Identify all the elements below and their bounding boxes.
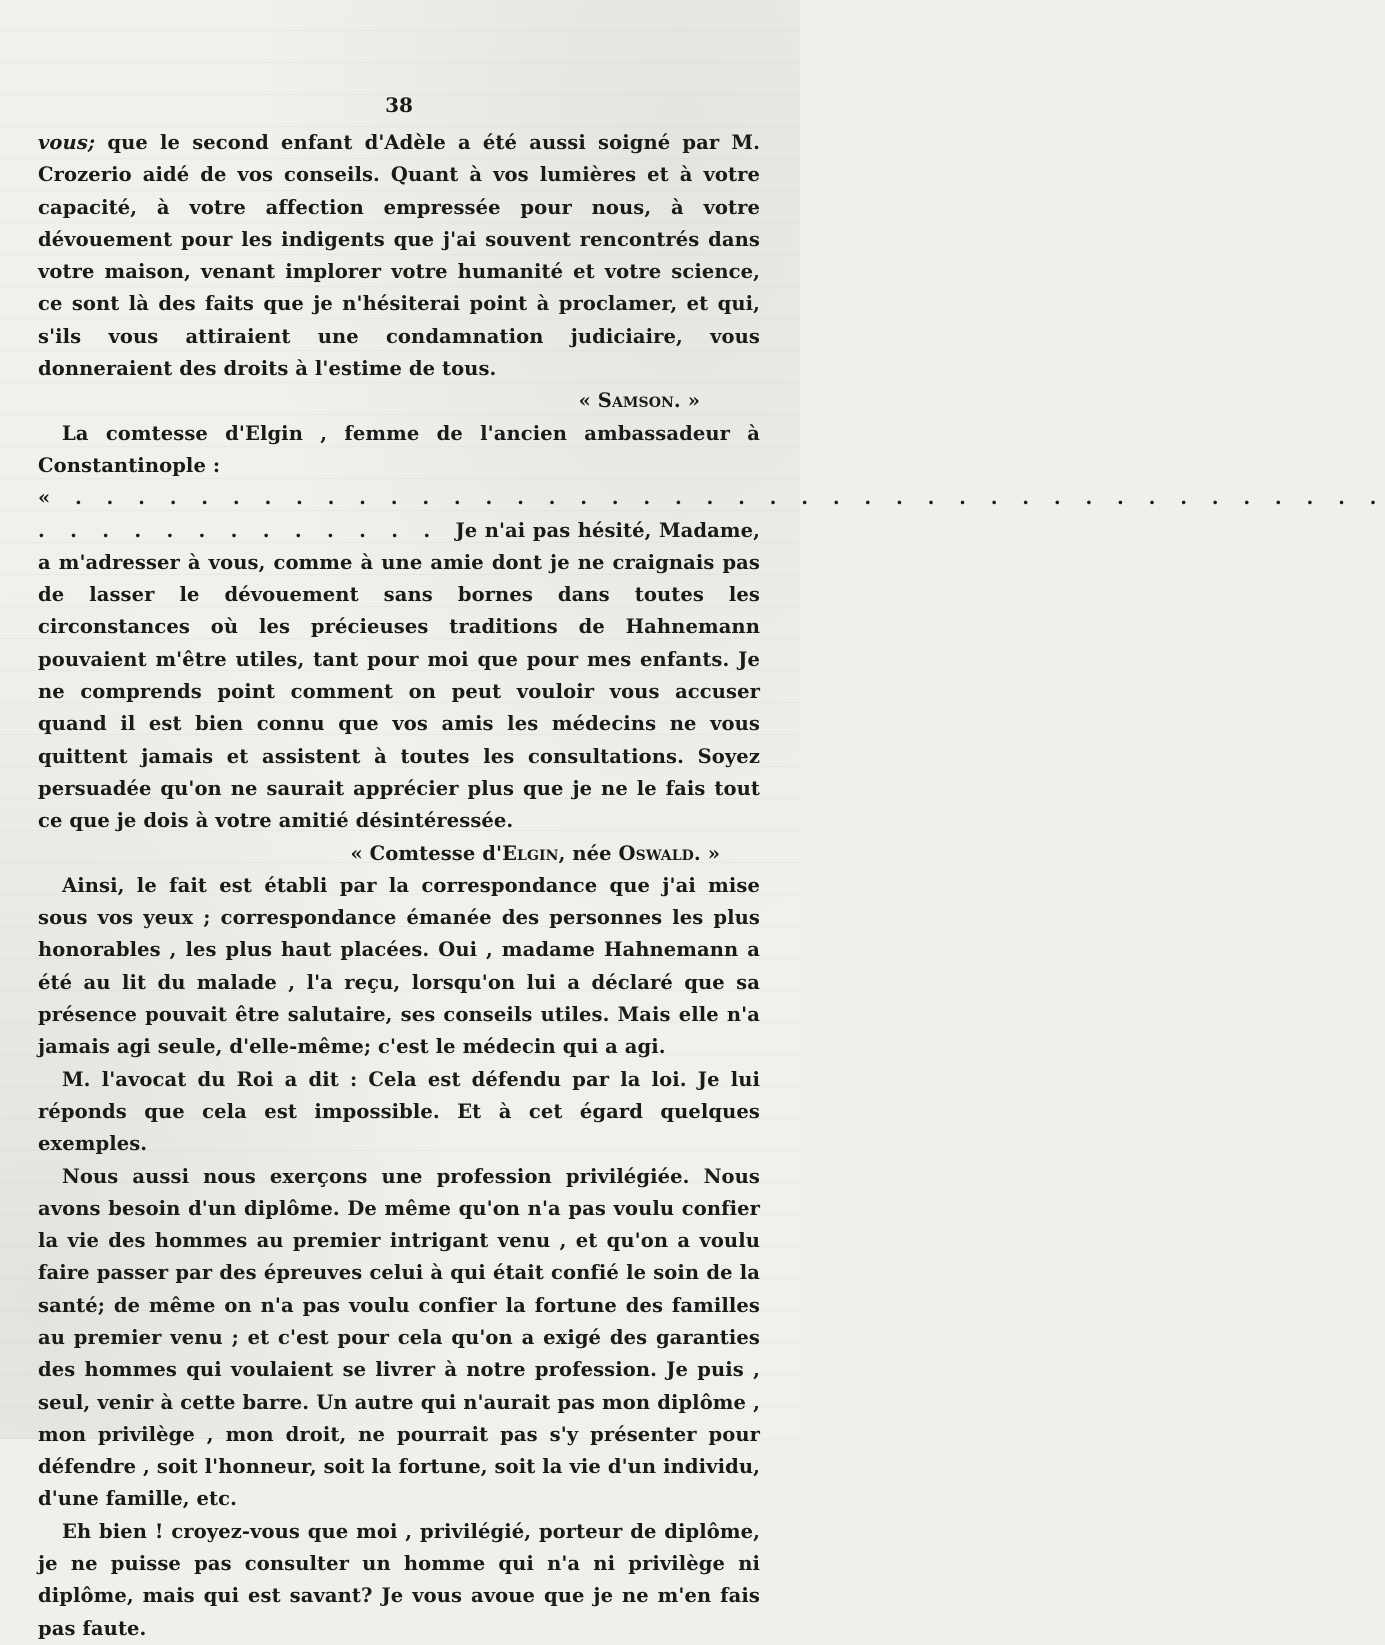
signature-name-elgin: Elgin	[502, 841, 559, 865]
paragraph-text: que le second enfant d'Adèle a été aussi soigné par M. Crozerio aidé de vos conseils. Quant à vos lumières et à votre capacité, à votre affection empressée pour nous, à votre dévouement pour les indigents que j'ai souvent rencontrés dans votre maison, venant implorer votre humanité et votre science, ce sont là des faits que je n'hésiterai point à proclamer, et qui, s'ils vous attiraient une condamnation judiciaire, vous donneraient des droits à l'estime de tous.	[38, 131, 760, 381]
paragraph-elgin-letter	[38, 515, 760, 838]
page-number: 38	[385, 93, 413, 117]
paragraph-profession: Nous aussi nous exerçons une profession privilégiée. Nous avons besoin d'un diplôme. De même qu'on n'a pas voulu confier la vie des hommes au premier intrigant venu , et qu'on a voulu faire passer par des épreuves celui à qui était confié le soin de la santé; de même on n'a pas voulu confier la fortune des familles au premier venu ; et c'est pour cela qu'on a exigé des garanties des hommes qui voulaient se livrer à notre profession. Je puis , seul, venir à cette barre. Un autre qui n'aurait pas mon diplôme , mon privilège , mon droit, ne pourrait pas s'y présenter pour défendre , soit l'honneur, soit la fortune, soit la vie d'un individu, d'une famille, etc.	[38, 1164, 760, 1511]
italic-word: vous;	[38, 131, 96, 154]
signature-close-quote: . »	[673, 389, 700, 413]
paragraph-ainsi: Ainsi, le fait est établi par la correspondance que j'ai mise sous vos yeux ; correspondance émanée des personnes les plus honorables , les plus haut placées. Oui , madame Hahnemann a été au lit du malade , l'a reçu, lorsqu'on lui a déclaré que sa présence pouvait être salutaire, ses conseils utiles. Mais elle n'a jamais agi seule, d'elle-même; c'est le médecin qui a agi.	[38, 873, 760, 1059]
signature-name: Samson	[597, 389, 674, 413]
page-body	[38, 127, 1385, 1645]
signature-samson	[38, 385, 760, 417]
signature-elgin	[38, 838, 760, 870]
paragraph-elgin-intro: La comtesse d'Elgin , femme de l'ancien ambassadeur à Constantinople :	[38, 421, 760, 477]
signature-prefix: « Comtesse d'	[350, 841, 503, 865]
paragraph-eh-bien: Eh bien ! croyez-vous que moi , privilégié, porteur de diplôme, je ne puisse pas consulter un homme qui n'a ni privilège ni diplôme, mais qui est savant? Je vous avoue que je ne m'en fais pas faute.	[38, 1519, 760, 1640]
ellipsis-inline: . . . . . . . . . . . . .	[38, 518, 456, 542]
signature-open-quote: «	[578, 389, 598, 413]
ellipsis-line: « . . . . . . . . . . . . . . . . . . . . . . . . . . . . . . . . . . . . . . . . . .	[38, 486, 1385, 510]
paragraph-samson-letter-end	[38, 127, 760, 385]
signature-name-oswald: Oswald	[618, 841, 694, 865]
signature-close-quote: . »	[693, 841, 720, 865]
signature-middle: , née	[558, 841, 619, 865]
paragraph-avocat-du-roi: M. l'avocat du Roi a dit : Cela est défendu par la loi. Je lui réponds que cela est impossible. Et à cet égard quelques exemples.	[38, 1067, 760, 1156]
paragraph-text: Je n'ai pas hésité, Madame, a m'adresser à vous, comme à une amie dont je ne craignais pas de lasser le dévouement sans bornes dans toutes les circonstances où les précieuses traditions de Hahnemann pouvaient m'être utiles, tant pour moi que pour mes enfants. Je ne comprends point comment on peut vouloir vous accuser quand il est bien connu que vos amis les médecins ne vous quittent jamais et assistent à toutes les consultations. Soyez persuadée qu'on ne saurait apprécier plus que je ne le fais tout ce que je dois à votre amitié désintéressée.	[38, 518, 761, 833]
